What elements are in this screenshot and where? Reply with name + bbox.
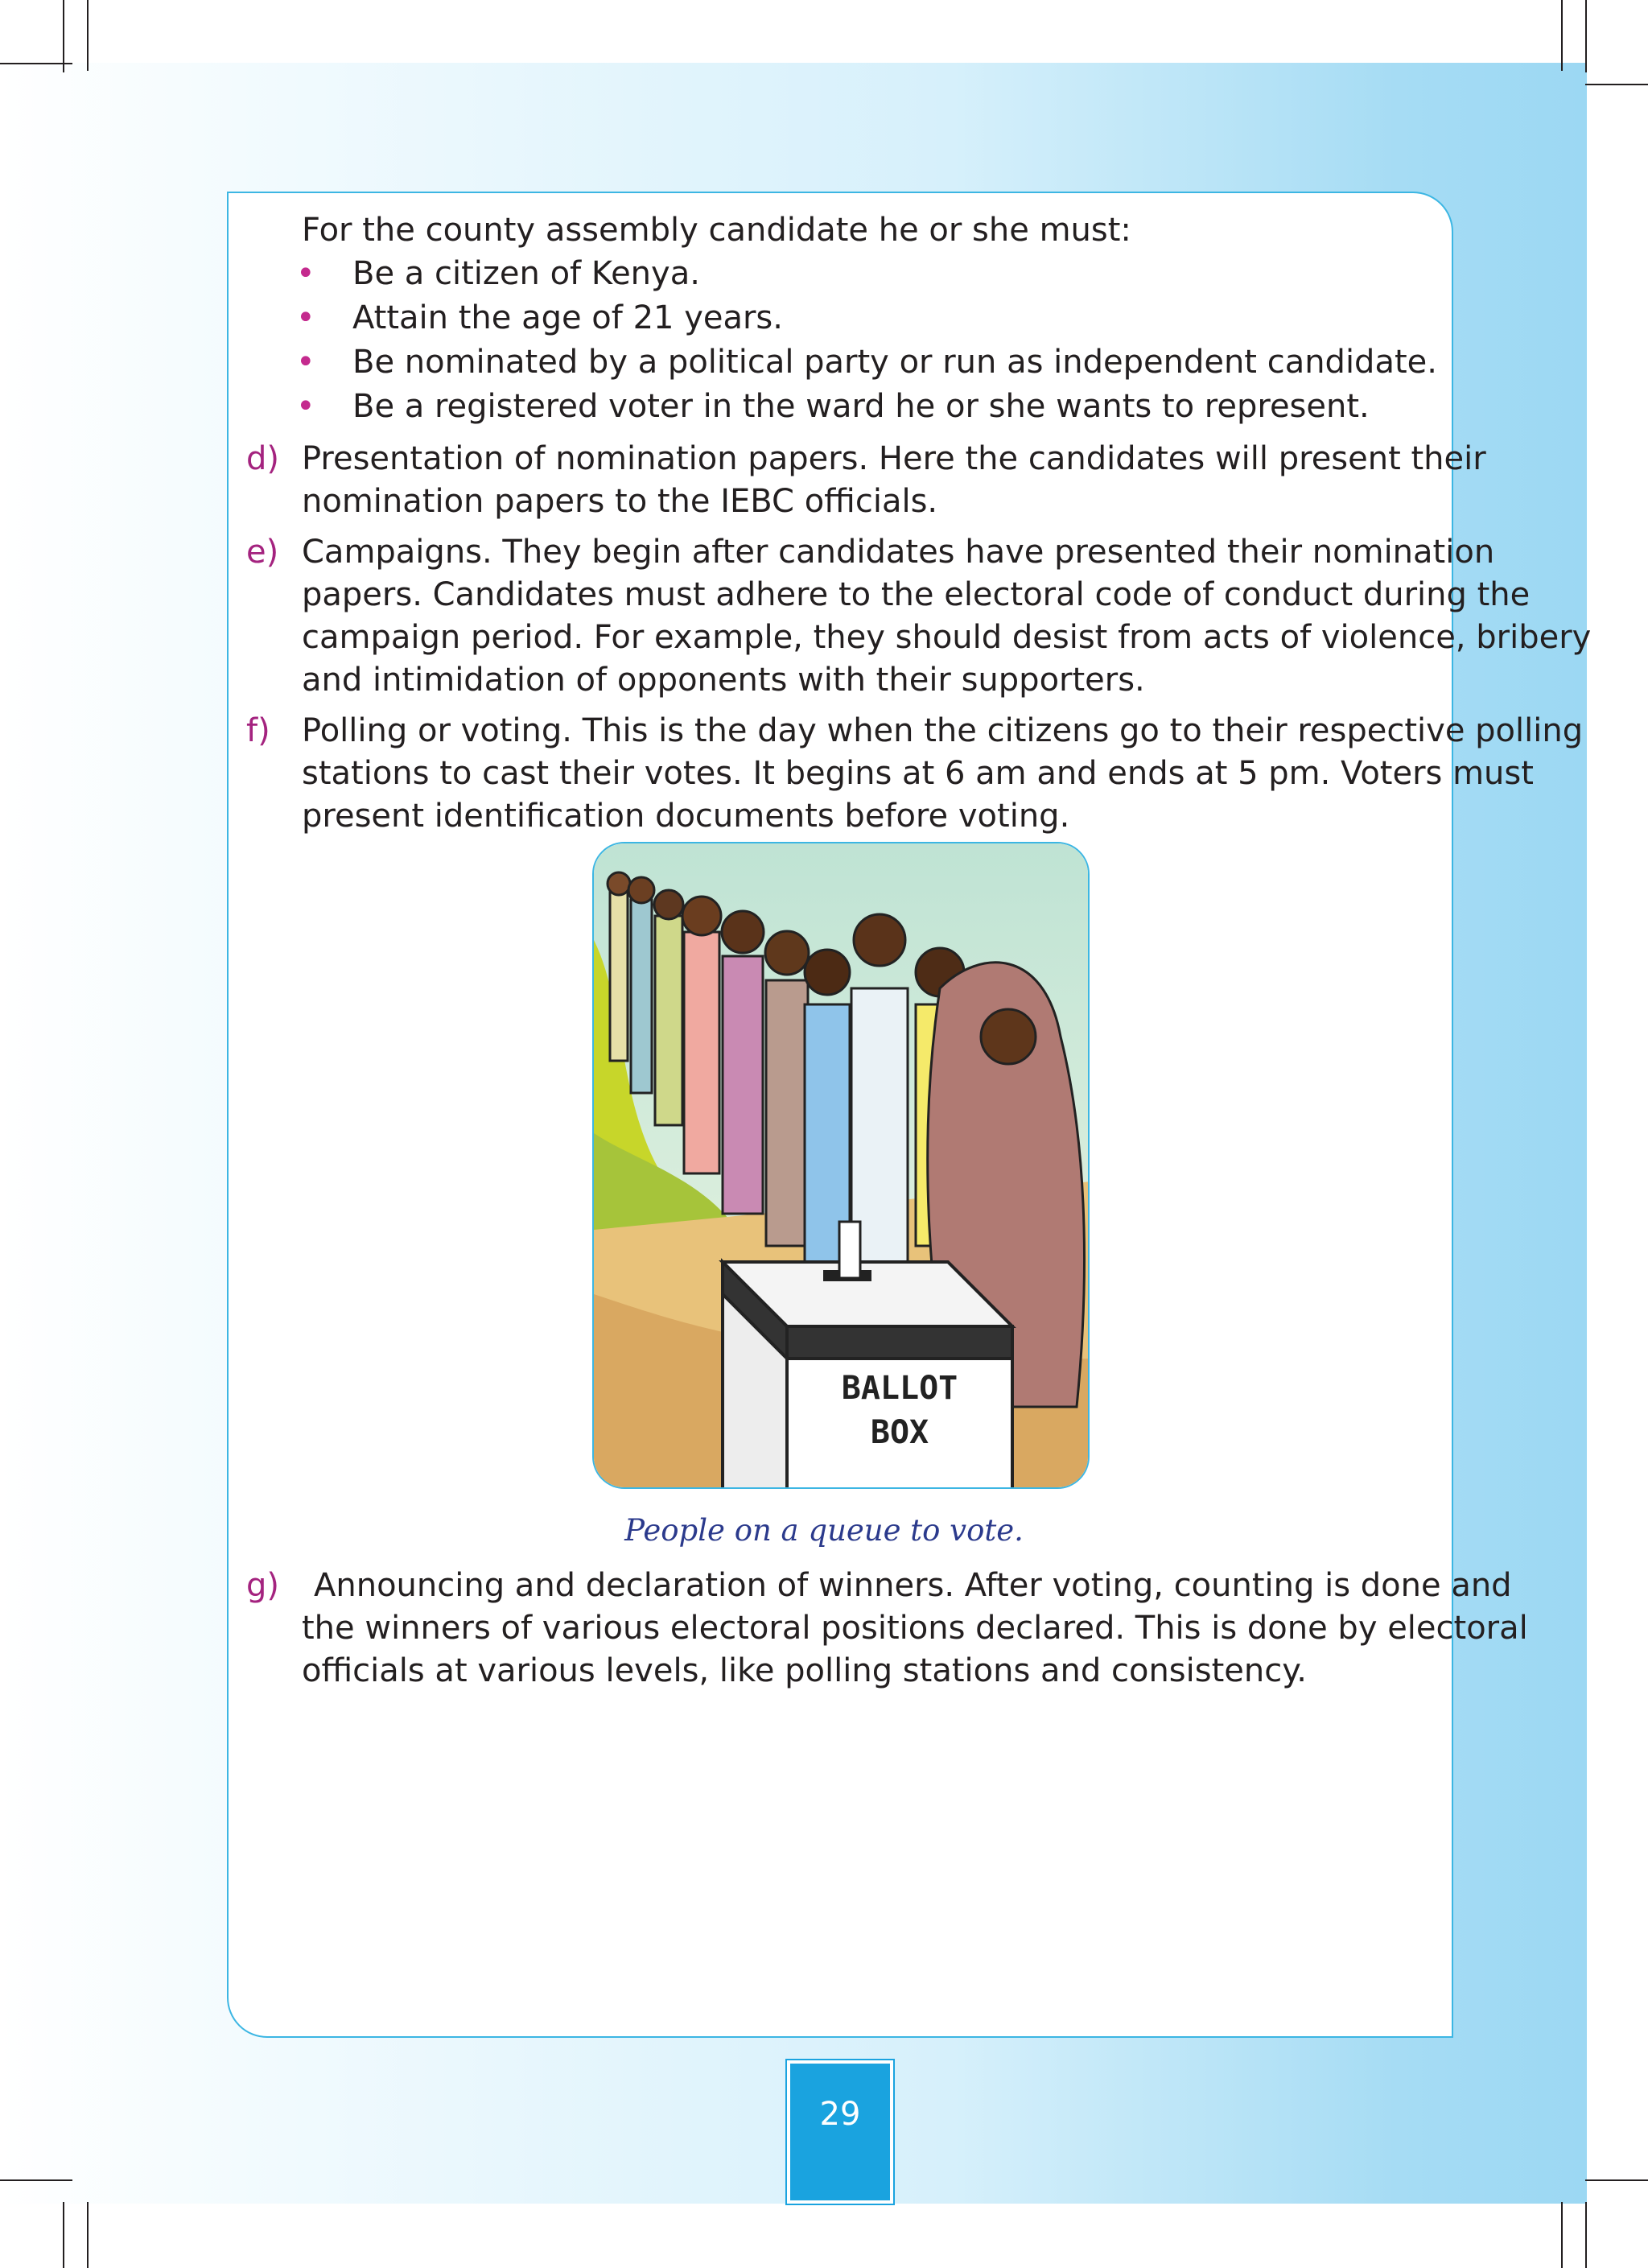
crop-mark: [1561, 2202, 1563, 2268]
figure-caption: People on a queue to vote.: [624, 1513, 1024, 1548]
crop-mark: [63, 0, 64, 72]
bullet-dot: •: [296, 255, 315, 292]
crop-mark: [1585, 2179, 1648, 2181]
crop-mark: [1585, 0, 1587, 72]
intro-text: For the county assembly candidate he or she must:: [302, 212, 1131, 249]
crop-mark: [0, 2179, 72, 2181]
ballot-box-label-line2: BOX: [870, 1414, 929, 1451]
bullet-text: Be nominated by a political party or run as independent candidate.: [352, 344, 1437, 381]
crop-mark: [0, 63, 72, 64]
item-g-line: the winners of various electoral positions declared. This is done by electoral: [302, 1610, 1528, 1647]
bullet-dot: •: [296, 388, 315, 425]
item-g-line: Announcing and declaration of winners. After voting, counting is done and: [314, 1567, 1512, 1604]
bullet-dot: •: [296, 344, 315, 381]
item-d-line: Presentation of nomination papers. Here the candidates will present their: [302, 440, 1486, 477]
bullet-text: Attain the age of 21 years.: [352, 299, 783, 336]
item-f-line: Polling or voting. This is the day when the citizens go to their respective polling: [302, 712, 1584, 749]
crop-mark: [1561, 0, 1563, 71]
item-e-line: Campaigns. They begin after candidates have presented their nomination: [302, 534, 1495, 571]
crop-mark: [1585, 2202, 1587, 2268]
bullet-dot: •: [296, 299, 315, 336]
item-letter-d: d): [246, 440, 279, 477]
item-letter-g: g): [246, 1567, 279, 1604]
item-g-line: officials at various levels, like polling stations and consistency.: [302, 1652, 1307, 1689]
bullet-text: Be a citizen of Kenya.: [352, 255, 700, 292]
voting-queue-illustration: [592, 842, 1090, 1489]
item-letter-e: e): [246, 534, 279, 571]
page-number-box: [787, 2060, 893, 2204]
crop-mark: [1585, 84, 1648, 85]
item-letter-f: f): [246, 712, 270, 749]
item-e-line: campaign period. For example, they should desist from acts of violence, bribery: [302, 619, 1592, 656]
page-number: 29: [819, 2096, 861, 2133]
item-d-line: nomination papers to the IEBC officials.: [302, 483, 938, 520]
voting-queue-drawing: [594, 843, 1090, 1489]
bullet-text: Be a registered voter in the ward he or she wants to represent.: [352, 388, 1370, 425]
item-f-line: stations to cast their votes. It begins at 6 am and ends at 5 pm. Voters must: [302, 755, 1534, 792]
ballot-box-label-line1: BALLOT: [841, 1370, 958, 1407]
crop-mark: [87, 2202, 89, 2268]
item-e-line: papers. Candidates must adhere to the electoral code of conduct during the: [302, 576, 1531, 613]
crop-mark: [63, 2202, 64, 2268]
item-f-line: present identification documents before voting.: [302, 798, 1070, 835]
item-e-line: and intimidation of opponents with their supporters.: [302, 662, 1145, 699]
crop-mark: [87, 0, 89, 71]
